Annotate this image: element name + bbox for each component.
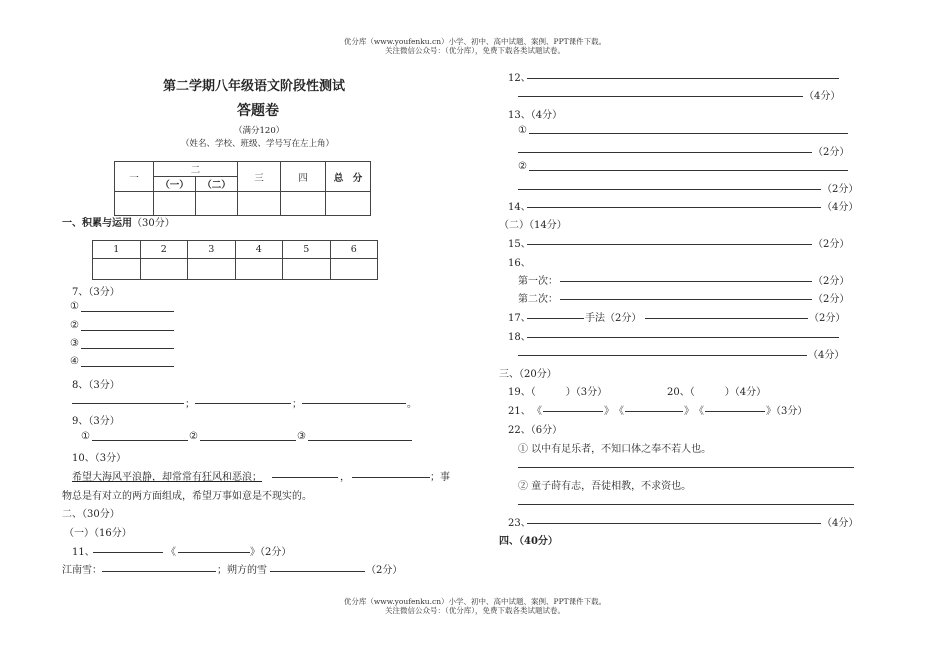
q23-answer-line[interactable] (527, 523, 821, 524)
q21-book-2-open: 《 (614, 406, 624, 417)
q13-c2-points: （2分） (822, 184, 859, 195)
answer-num: 3 (188, 241, 236, 259)
q20-label: 20、（ ）（4分） (667, 387, 767, 398)
q13-circle-2: ② (518, 161, 527, 172)
q22-sentence-1: ① 以中有足乐者，不知口体之奉不若人也。 (518, 444, 712, 455)
q22-answer-line-2[interactable] (518, 504, 854, 505)
q10-answer-line-1[interactable] (272, 477, 338, 478)
score-col-2b: （二） (196, 177, 238, 192)
q17-answer-line-2[interactable] (645, 318, 808, 319)
header-line-2: 关注微信公众号：（优分库），免费下载各类试题试卷。 (385, 46, 565, 55)
q21-book-1-open: 《 (532, 406, 542, 417)
q7-answer-line-2[interactable] (81, 330, 174, 331)
section-1-title (62, 214, 175, 229)
q17-points: （2分） (809, 313, 846, 324)
q16-first-label: 第一次： (518, 276, 558, 287)
q10-text: 希望大海风平浪静，却常常有狂风和恶浪； (72, 472, 262, 483)
q8-label: 8、（3分） (72, 380, 120, 391)
score-col-4: 四 (281, 162, 326, 192)
answer-cell[interactable] (188, 259, 236, 280)
q7-circle-2: ② (70, 320, 79, 331)
q21-book-3-open: 《 (694, 406, 704, 417)
q9-circle-1: ① (81, 431, 90, 442)
q8-period: 。 (407, 399, 417, 410)
q12-answer-line-2[interactable] (518, 96, 803, 97)
q21-answer-line-2[interactable] (625, 411, 683, 412)
q10-comma: ， (340, 472, 350, 483)
q11-answer-line-2[interactable] (178, 552, 250, 553)
q7-circle-1: ① (70, 301, 79, 312)
q14-points: （4分） (822, 202, 859, 213)
q15-label: 15、 (508, 239, 531, 250)
score-table (114, 161, 371, 216)
q11-book-close: 》（2分） (250, 547, 292, 558)
score-cell[interactable] (326, 192, 371, 216)
q13-c1-points: （2分） (813, 147, 850, 158)
score-col-2a: （一） (154, 177, 196, 192)
score-cell[interactable] (238, 192, 281, 216)
q22-label: 22、（6分） (508, 425, 563, 436)
q15-answer-line[interactable] (527, 244, 812, 245)
q9-answer-line-1[interactable] (92, 440, 188, 441)
score-col-total: 总 分 (326, 162, 371, 192)
q7-circle-3: ③ (70, 338, 79, 349)
q8-semicolon-1: ； (185, 399, 195, 410)
q13-circle-1: ① (518, 125, 527, 136)
q7-circle-4: ④ (70, 356, 79, 367)
q7-label: 7、（3分） (72, 287, 120, 298)
q9-answer-line-2[interactable] (200, 440, 296, 441)
footer-line-2: 关注微信公众号：（优分库），免费下载各类试题试卷。 (385, 606, 565, 615)
jiangnan-answer-line[interactable] (102, 571, 216, 572)
answer-cell[interactable] (330, 259, 378, 280)
subsection-1-title: （一）（16分） (64, 528, 132, 539)
section-2-title: 二、（30分） (62, 509, 120, 520)
q18-points: （4分） (808, 350, 845, 361)
q9-label: 9、（3分） (72, 416, 120, 427)
q10-text-2: 物总是有对立的两方面组成，希望万事如意是不现实的。 (62, 491, 312, 502)
answer-num: 2 (140, 241, 188, 259)
q8-answer-line-3[interactable] (302, 403, 406, 404)
q21-answer-line-1[interactable] (543, 411, 603, 412)
answer-cell[interactable] (93, 259, 141, 280)
q17-label: 17、 (508, 313, 531, 324)
answer-cell[interactable] (140, 259, 188, 280)
section-3-title: 三、（20分） (499, 369, 557, 380)
score-col-1: 一 (115, 162, 154, 192)
section-1-points: （30分） (132, 218, 175, 229)
q7-answer-line-4[interactable] (81, 366, 174, 367)
jiangnan-points: （2分） (366, 565, 403, 576)
q22-sentence-2: ② 童子莳有志，吾徒相教，不求资也。 (518, 481, 692, 492)
choice-answer-table (92, 240, 378, 280)
q14-label: 14、 (508, 202, 531, 213)
q22-answer-line-1[interactable] (518, 467, 854, 468)
score-cell[interactable] (196, 192, 238, 216)
q23-points: （4分） (822, 518, 859, 529)
answer-cell[interactable] (235, 259, 283, 280)
q12-points: （4分） (804, 91, 841, 102)
q16-second-answer-line[interactable] (560, 299, 812, 300)
q11-book-open: 《 (166, 547, 176, 558)
q8-semicolon-2: ； (292, 399, 302, 410)
q13-label: 13、（4分） (508, 110, 563, 121)
q16-second-points: （2分） (813, 294, 850, 305)
q12-answer-line-1[interactable] (527, 78, 839, 79)
q21-label: 21、 (508, 406, 531, 417)
q16-first-points: （2分） (813, 276, 850, 287)
answer-num: 1 (93, 241, 141, 259)
q18-label: 18、 (508, 332, 531, 343)
shuofang-answer-line[interactable] (270, 571, 365, 572)
q21-book-2-close: 》 (684, 406, 694, 417)
q17-technique-label: 手法（2分） (585, 313, 642, 324)
q7-answer-line-1[interactable] (81, 311, 174, 312)
answer-num: 6 (330, 241, 378, 259)
q10-label: 10、（3分） (72, 453, 127, 464)
section-1-label: 一、积累与运用 (62, 218, 132, 229)
q7-answer-line-3[interactable] (81, 348, 174, 349)
score-col-3: 三 (238, 162, 281, 192)
q16-first-answer-line[interactable] (560, 281, 812, 282)
q9-circle-2: ② (189, 431, 198, 442)
q13-answer-line-3[interactable] (529, 170, 848, 171)
q18-answer-line-1[interactable] (527, 337, 839, 338)
q21-answer-line-3[interactable] (705, 411, 765, 412)
q8-answer-line-2[interactable] (195, 403, 291, 404)
q21-book-1-close: 》 (604, 406, 614, 417)
q13-answer-line-2[interactable] (518, 152, 812, 153)
q17-answer-line-1[interactable] (527, 318, 584, 319)
score-col-2: 二 (154, 162, 238, 177)
q13-answer-line-4[interactable] (518, 189, 821, 190)
score-cell[interactable] (281, 192, 326, 216)
q19-label: 19、（ ）（3分） (508, 387, 608, 398)
jiangnan-snow-label: 江南雪： (62, 565, 102, 576)
exam-title: 第二学期八年级语文阶段性测试 (163, 79, 346, 94)
q16-second-label: 第二次： (518, 294, 558, 305)
subsection-2-title: （二）（14分） (499, 220, 567, 231)
full-score: （满分120） (234, 126, 285, 136)
q12-label: 12、 (508, 73, 531, 84)
q18-answer-line-2[interactable] (518, 355, 807, 356)
q14-answer-line[interactable] (527, 207, 821, 208)
shuofang-snow-label: ；朔方的雪 (217, 565, 267, 576)
q8-answer-line-1[interactable] (72, 403, 184, 404)
q9-circle-3: ③ (297, 431, 306, 442)
answer-cell[interactable] (283, 259, 331, 280)
answer-num: 4 (235, 241, 283, 259)
q11-answer-line-1[interactable] (93, 552, 163, 553)
header-line-1: 优分库（www.youfenku.cn）小学、初中、高中试题、案例、PPT课件下载。 (343, 37, 607, 46)
q13-answer-line-1[interactable] (529, 133, 848, 134)
q15-points: （2分） (813, 239, 850, 250)
score-cell[interactable] (154, 192, 196, 216)
section-4-title: 四、（40分） (499, 536, 558, 547)
score-cell[interactable] (115, 192, 154, 216)
q11-label: 11、 (72, 547, 95, 558)
q23-label: 23、 (508, 518, 531, 529)
q16-label: 16、 (508, 258, 531, 269)
footer-line-1: 优分库（www.youfenku.cn）小学、初中、高中试题、案例、PPT课件下载。 (343, 597, 607, 606)
student-info-note: （姓名、学校、班级、学号写在左上角） (181, 139, 335, 149)
answer-sheet-title: 答题卷 (237, 103, 279, 119)
q21-book-3-close: 》（3分） (766, 406, 808, 417)
q10-answer-line-2[interactable] (352, 477, 430, 478)
q9-answer-line-3[interactable] (308, 440, 412, 441)
q10-semicolon: ；事 (430, 472, 450, 483)
answer-num: 5 (283, 241, 331, 259)
